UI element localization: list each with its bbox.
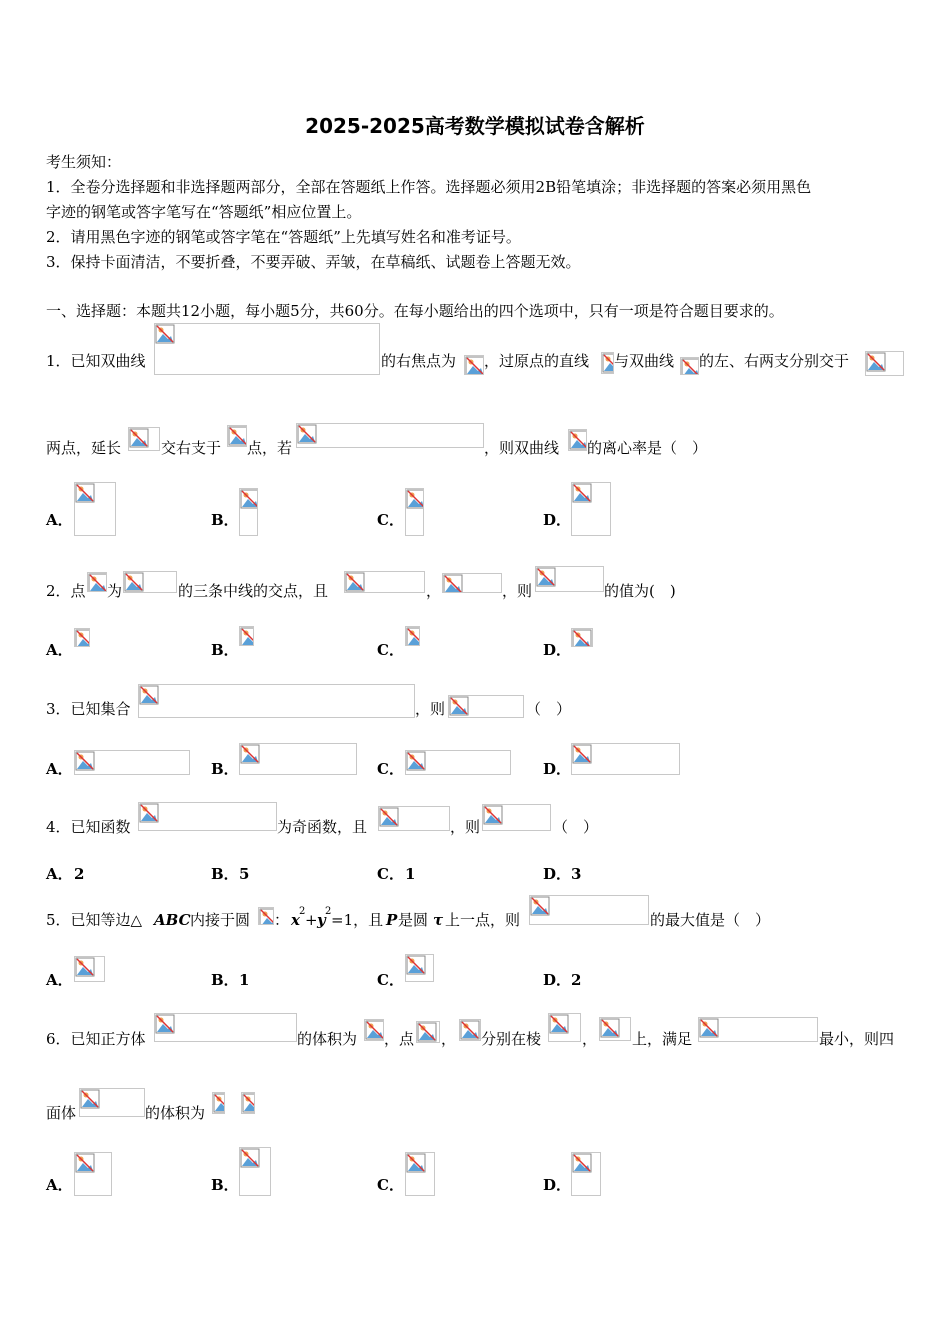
q5-var-y: y [317, 911, 326, 929]
formula-image [601, 352, 614, 374]
q2-text: 的三条中线的交点，且 [178, 582, 329, 600]
broken-image-icon [129, 428, 149, 448]
q2-text: ，则 [502, 582, 533, 600]
broken-image-icon [406, 627, 420, 646]
q4-text: ，则 [450, 818, 481, 836]
q6-text: 6．已知正方体 [46, 1030, 146, 1048]
option-c-label: C． [377, 971, 404, 989]
option-a-label: A． [46, 641, 73, 659]
broken-image-icon [155, 1014, 175, 1034]
q1-text: 与双曲线 [614, 352, 675, 370]
broken-image-icon [549, 1014, 569, 1034]
q2-text: 2．点 [46, 582, 86, 600]
broken-image-icon [75, 751, 95, 771]
q4-text: 4．已知函数 [46, 818, 131, 836]
broken-image-icon [139, 803, 159, 823]
notice-item-2: 2．请用黑色字迹的钢笔或答字笔在“答题纸”上先填写姓名和准考证号。 [46, 228, 521, 246]
q5-superscript: 2 [325, 906, 332, 917]
page-title: 2025-2025高考数学模拟试卷含解析 [305, 114, 645, 138]
formula-image [138, 684, 415, 718]
option-a-label: A． [46, 1176, 73, 1194]
broken-image-icon [240, 1148, 260, 1168]
broken-image-icon [569, 430, 587, 450]
formula-image [571, 1152, 601, 1196]
option-d-label: D． [543, 760, 572, 778]
option-d-label: D． [543, 1176, 572, 1194]
broken-image-icon [406, 1153, 426, 1173]
broken-image-icon [75, 957, 95, 977]
formula-image [296, 423, 484, 448]
q5-var-x: x [291, 911, 300, 929]
broken-image-icon [602, 353, 614, 373]
q5-text: 5．已知等边△ [46, 911, 143, 929]
broken-image-icon [600, 1018, 620, 1038]
q5-text: ： [274, 911, 290, 929]
option-b-value: 1 [239, 971, 250, 989]
formula-image [239, 626, 254, 646]
formula-image [74, 628, 90, 647]
q4-text: 为奇函数，且 [277, 818, 368, 836]
option-b-label: B． [211, 865, 239, 883]
formula-image [442, 573, 502, 593]
q2-text: 的值为( ) [604, 582, 676, 600]
formula-image [571, 743, 680, 775]
q1-text: ，则双曲线 [484, 439, 560, 457]
formula-image [128, 427, 160, 451]
broken-image-icon [406, 955, 426, 975]
formula-image [482, 804, 551, 831]
formula-image [79, 1088, 145, 1117]
formula-image [212, 1092, 225, 1114]
q5-circle-tau: τ [433, 911, 444, 929]
broken-image-icon [379, 807, 399, 827]
broken-image-icon [406, 751, 426, 771]
broken-image-icon [406, 489, 424, 509]
q1-text: 的离心率是（ ） [587, 439, 708, 457]
option-c-label: C． [377, 865, 404, 883]
broken-image-icon [681, 358, 699, 375]
broken-image-icon [259, 908, 274, 925]
broken-image-icon [866, 352, 886, 372]
formula-image [535, 566, 604, 592]
formula-image [74, 1152, 112, 1196]
formula-image [571, 482, 611, 536]
broken-image-icon [297, 424, 317, 444]
formula-image [405, 626, 420, 646]
option-b-label: B． [211, 511, 239, 529]
broken-image-icon [75, 1153, 95, 1173]
option-c-label: C． [377, 641, 404, 659]
q1-text: 交右支于 [161, 439, 222, 457]
broken-image-icon [240, 744, 260, 764]
q5-text: 内接于圆 [190, 911, 251, 929]
q5-point-p: P [386, 911, 398, 929]
broken-image-icon [345, 572, 365, 592]
broken-image-icon [240, 627, 254, 646]
broken-image-icon [88, 573, 107, 592]
option-b-label: B． [211, 760, 239, 778]
formula-image [448, 695, 524, 718]
q6-text: 的体积为 [145, 1104, 206, 1122]
option-b-label: B． [211, 971, 239, 989]
option-c-label: C． [377, 511, 404, 529]
broken-image-icon [483, 805, 503, 825]
formula-image [405, 1152, 435, 1196]
formula-image [416, 1021, 440, 1043]
option-d-label: D． [543, 511, 572, 529]
broken-image-icon [139, 685, 159, 705]
broken-image-icon [75, 483, 95, 503]
q5-plus: + [305, 911, 318, 929]
q3-text: （ ） [526, 700, 572, 718]
formula-image [680, 357, 699, 375]
formula-image [241, 1092, 255, 1114]
broken-image-icon [124, 572, 144, 592]
formula-image [464, 355, 484, 375]
formula-image [258, 907, 274, 925]
formula-image [599, 1017, 631, 1041]
formula-image [459, 1019, 481, 1041]
broken-image-icon [240, 489, 258, 509]
formula-image [405, 488, 424, 536]
broken-image-icon [572, 483, 592, 503]
broken-image-icon [572, 629, 592, 647]
option-a-value: 2 [74, 865, 85, 883]
q5-text: 是圆 [398, 911, 429, 929]
formula-image [154, 1013, 297, 1042]
formula-image [378, 806, 450, 831]
broken-image-icon [155, 324, 175, 344]
formula-image [405, 750, 511, 775]
q5-text: 上一点，则 [445, 911, 521, 929]
q6-text: ，点 [384, 1030, 415, 1048]
q6-text: 的体积为 [297, 1030, 358, 1048]
q6-text: 上，满足 [632, 1030, 693, 1048]
q1-text: 两点，延长 [46, 439, 122, 457]
q5-triangle-name: ABC [154, 911, 191, 929]
q2-text: ， [426, 582, 442, 600]
notice-item-1-line-2: 字迹的钢笔或答字笔写在“答题纸”相应位置上。 [46, 203, 362, 221]
broken-image-icon [465, 356, 484, 375]
formula-image [227, 425, 247, 447]
q5-text: =1，且 [331, 911, 384, 929]
broken-image-icon [242, 1093, 255, 1113]
notice-heading: 考生须知： [46, 153, 122, 171]
formula-image [529, 895, 649, 925]
formula-image [568, 429, 587, 451]
formula-image [74, 750, 190, 775]
formula-image [239, 1147, 271, 1196]
formula-image [239, 743, 357, 775]
formula-image [239, 488, 258, 536]
option-a-label: A． [46, 865, 73, 883]
broken-image-icon [699, 1018, 719, 1038]
broken-image-icon [417, 1022, 437, 1042]
notice-item-1-line-1: 1．全卷分选择题和非选择题两部分，全部在答题纸上作答。选择题必须用2B铅笔填涂；非选择题的答案必须用黑色 [46, 178, 812, 196]
option-c-label: C． [377, 1176, 404, 1194]
broken-image-icon [460, 1020, 480, 1040]
q3-text: ，则 [415, 700, 446, 718]
broken-image-icon [75, 629, 90, 647]
option-a-label: A． [46, 760, 73, 778]
broken-image-icon [572, 1153, 592, 1173]
option-d-label: D． [543, 971, 572, 989]
broken-image-icon [572, 744, 592, 764]
q3-text: 3．已知集合 [46, 700, 131, 718]
q1-text: 的左、右两支分别交于 [699, 352, 850, 370]
formula-image [154, 323, 380, 375]
option-d-label: D． [543, 865, 572, 883]
option-a-label: A． [46, 971, 73, 989]
formula-image [405, 954, 434, 982]
formula-image [571, 628, 593, 647]
section-heading: 一、选择题：本题共12小题，每小题5分，共60分。在每小题给出的四个选项中，只有一项是符合题目要求的。 [46, 302, 784, 320]
formula-image [698, 1017, 818, 1042]
q6-text: ， [582, 1030, 598, 1048]
option-c-label: C． [377, 760, 404, 778]
formula-image [865, 351, 904, 376]
broken-image-icon [365, 1020, 384, 1040]
q2-text: 为 [107, 582, 123, 600]
option-d-label: D． [543, 641, 572, 659]
formula-image [364, 1019, 384, 1041]
q6-text: 面体 [46, 1104, 77, 1122]
formula-image [74, 956, 105, 982]
formula-image [548, 1013, 581, 1042]
option-d-value: 3 [571, 865, 582, 883]
option-b-label: B． [211, 641, 239, 659]
broken-image-icon [80, 1089, 100, 1109]
q6-text: 分别在棱 [481, 1030, 542, 1048]
option-c-value: 1 [405, 865, 416, 883]
option-a-label: A． [46, 511, 73, 529]
q5-text: 的最大值是（ ） [650, 911, 771, 929]
broken-image-icon [530, 896, 550, 916]
q5-superscript: 2 [299, 906, 306, 917]
option-d-value: 2 [571, 971, 582, 989]
formula-image [87, 572, 107, 592]
formula-image [74, 482, 116, 536]
q1-text: 1．已知双曲线 [46, 352, 146, 370]
option-b-label: B． [211, 1176, 239, 1194]
q4-text: （ ） [553, 818, 599, 836]
broken-image-icon [228, 426, 247, 446]
formula-image [138, 802, 277, 831]
q1-text: 点，若 [247, 439, 293, 457]
broken-image-icon [213, 1093, 225, 1113]
notice-item-3: 3．保持卡面清洁，不要折叠，不要弄破、弄皱，在草稿纸、试题卷上答题无效。 [46, 253, 581, 271]
broken-image-icon [443, 574, 463, 593]
q1-text: 的右焦点为 [381, 352, 457, 370]
formula-image [344, 571, 425, 593]
option-b-value: 5 [239, 865, 250, 883]
q6-text: 最小，则四 [819, 1030, 895, 1048]
q1-text: ，过原点的直线 [484, 352, 590, 370]
q6-text: ， [441, 1030, 457, 1048]
broken-image-icon [449, 696, 469, 716]
broken-image-icon [536, 567, 556, 587]
formula-image [123, 571, 177, 593]
